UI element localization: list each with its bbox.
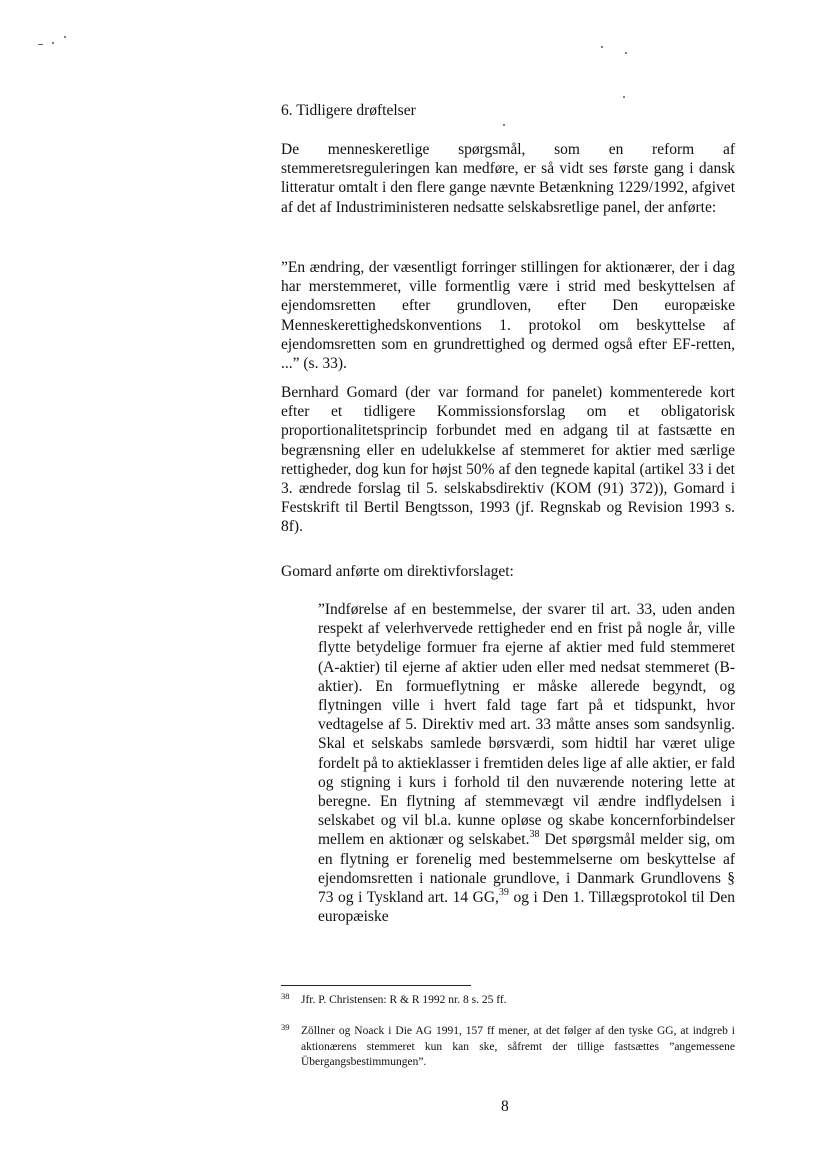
- footnote-38: [281, 993, 735, 1009]
- footnote-number: 38: [281, 991, 290, 1001]
- scan-speck: [52, 42, 54, 44]
- paragraph-gomard: Bernhard Gomard (der var formand for panelet) kommenterede kort efter et tidligere Kommissionsforslag om et obligatorisk proportionalitetsprincip forbundet med en adgang til at fastsætte en begrænsning eller en udelukkelse af stemmeret for aktier med særlige rettigheder, dog kun for højst 50% af den tegnede kapital (artikel 33 i det 3. ændrede forslag til 5. selskabsdirektiv (KOM (91) 372)), Gomard i Festskrift til Bertil Bengtsson, 1993 (jf. Regnskab og Revision 1993 s. 8f).: [281, 384, 735, 536]
- quote-text-part1: ”Indførelse af en bestemmelse, der svarer til art. 33, uden anden respekt af velerhvervede rettigheder end en frist på nogle år, ville flytte betydelige formuer fra ejerne af aktier med fuld stemmeret (A-aktier) til ejerne af aktier uden eller med nedsat stemmeret (B-aktier). En formueflytning er måske allerede begyndt, og flytningen ville i hvert fald tage fart på et tidspunkt, hvor vedtagelse af 5. Direktiv med art. 33 måtte anses som sandsynlig. Skal et selskabs samlede børsværdi, som hidtil har været ulige fordelt på to aktieklasser i fremtiden deles lige af alle aktier, er fald og stigning i kurs i forhold til den nuværende notering lette at beregne. En flytning af stemmevægt vil ændre indflydelsen i selskabet og vil bl.a. kunne opløse og skabe koncernforbindelser mellem en aktionær og selskabet.: [318, 601, 735, 849]
- scan-speck: [38, 44, 43, 45]
- footnote-ref-38[interactable]: 38: [529, 829, 540, 841]
- block-quote: [318, 600, 735, 926]
- scan-speck: [625, 52, 627, 54]
- section-heading: 6. Tidligere drøftelser: [281, 102, 416, 119]
- quote-text-part3: og i Den 1. Tillægsprotokol til Den europæiske: [318, 889, 735, 926]
- footnote-text: Jfr. P. Christensen: R & R 1992 nr. 8 s. 25 ff.: [301, 994, 507, 1006]
- footnote-text: Zöllner og Noack i Die AG 1991, 157 ff mener, at det følger af den tyske GG, at indgreb i aktionærens stemmeret kun kan ske, såfremt der tillige fastsættes ”angemessene Übergangsbestimmungen”.: [301, 1025, 735, 1068]
- quote-text-part2: Det spørgsmål melder sig, om en flytning er forenelig med bestemmelserne om beskyttelse af ejendomsretten i nationale grundlove, i Danmark Grundlovens § 73 og i Tyskland art. 14 GG,: [318, 831, 735, 907]
- scan-speck: [64, 36, 66, 38]
- scan-speck: [601, 46, 603, 48]
- footnote-divider: [281, 985, 471, 986]
- footnote-ref-39[interactable]: 39: [498, 886, 509, 898]
- footnote-39: [281, 1024, 735, 1071]
- paragraph-intro: De menneskeretlige spørgsmål, som en reform af stemmeretsreguleringen kan medføre, er så vidt ses første gang i dansk litteratur omtalt i den flere gange nævnte Betænkning 1229/1992, afgivet af det af Industriministeren nedsatte selskabsretlige panel, der anførte:: [281, 141, 735, 216]
- paragraph-panel-quote: ”En ændring, der væsentligt forringer stillingen for aktionærer, der i dag har merstemmeret, ville formentlig være i strid med beskyttelsen af ejendomsretten efter grundloven, efter Den europæiske Menneskerettighedskonventions 1. protokol om beskyttelse af ejendomsretten som en grundrettighed og dermed også efter EF-retten, ...” (s. 33).: [281, 259, 735, 373]
- page-number: 8: [501, 1098, 509, 1115]
- scan-speck: [623, 96, 625, 98]
- footnote-number: 39: [281, 1022, 290, 1032]
- paragraph-gomard-intro: Gomard anførte om direktivforslaget:: [281, 563, 514, 580]
- scan-speck: [503, 124, 505, 126]
